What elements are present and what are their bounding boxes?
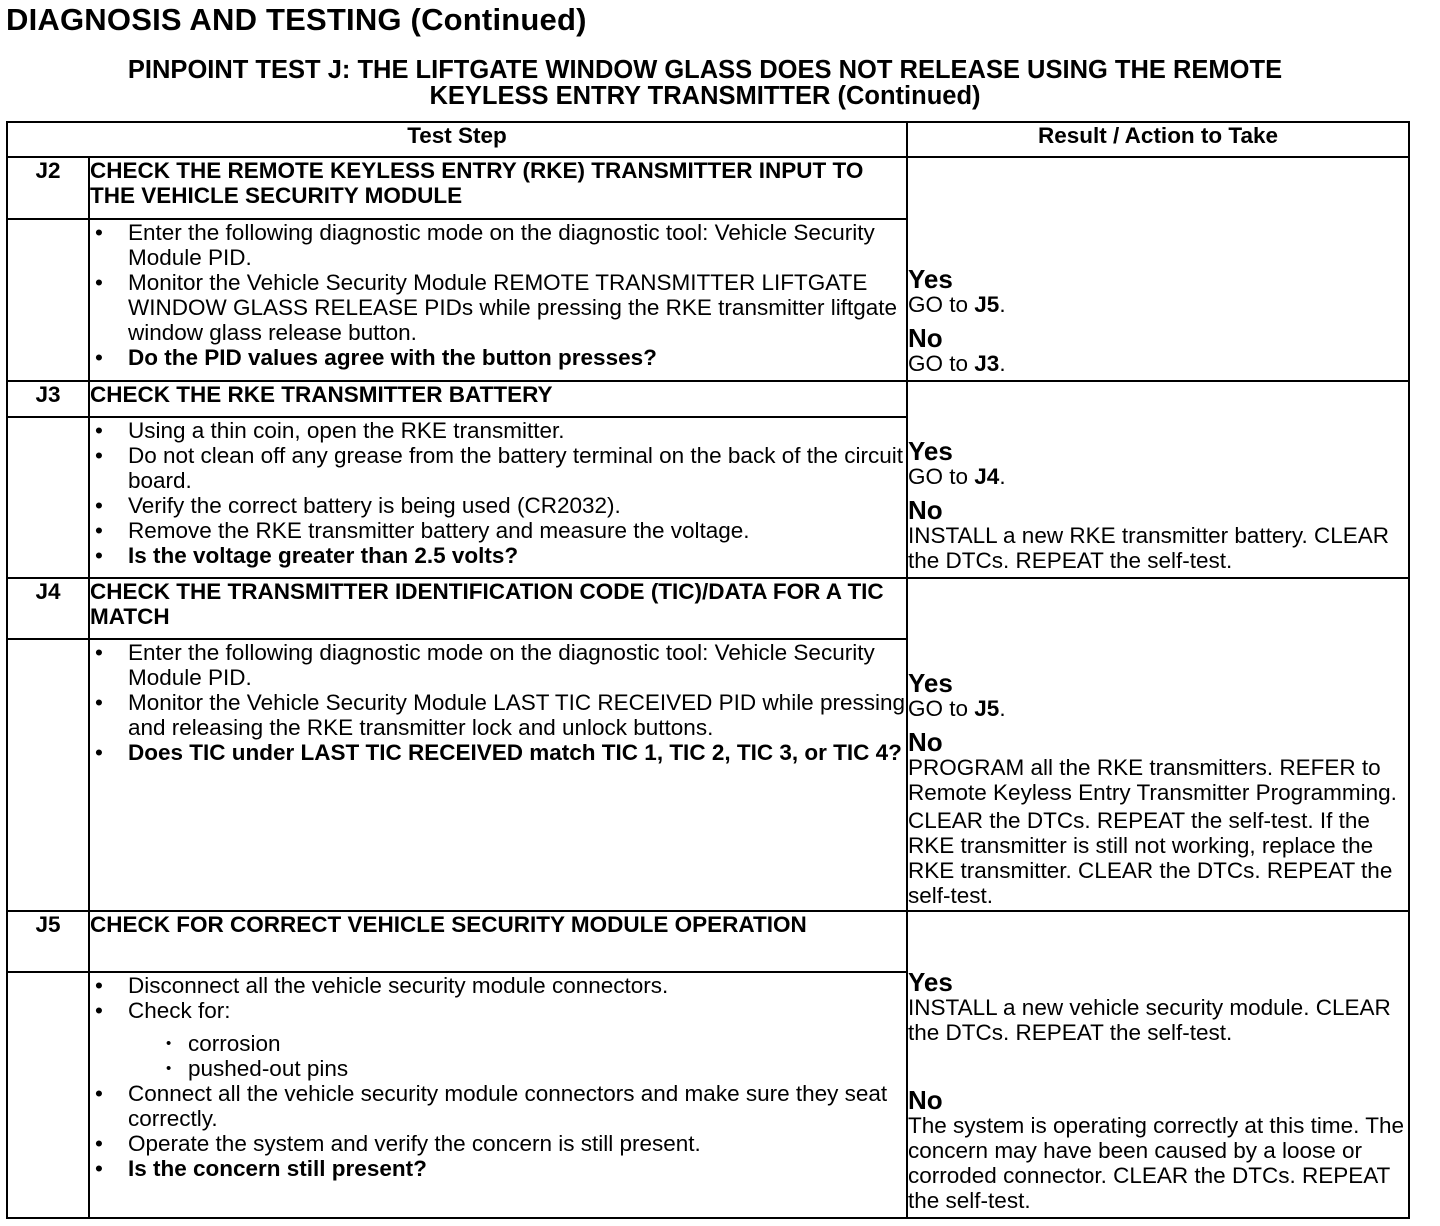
check-for-item: • corrosion <box>128 1031 906 1056</box>
yes-label: Yes <box>908 436 953 466</box>
instruction-item: • Operate the system and verify the concern is still present. <box>90 1131 906 1156</box>
no-label: No <box>908 727 943 757</box>
table-header-row <box>7 122 1409 157</box>
answer-spacer <box>908 1045 1408 1079</box>
step-instructions <box>89 972 907 1218</box>
subtitle-line-2: KEYLESS ENTRY TRANSMITTER (Continued) <box>429 82 981 110</box>
result-cell-j4 <box>907 578 1409 911</box>
yes-action-text: GO to <box>908 464 975 489</box>
step-row-j4-title <box>7 578 1409 639</box>
pinpoint-test-title <box>0 57 1410 109</box>
step-row-j2-title <box>7 157 1409 219</box>
no-action: GO to J3. <box>908 351 1006 376</box>
no-action-text: GO to <box>908 351 975 376</box>
result-cell-j5 <box>907 911 1409 1218</box>
yes-target-step: J5 <box>974 696 1000 721</box>
step-title: CHECK FOR CORRECT VEHICLE SECURITY MODULE OPERATION <box>89 911 907 972</box>
instruction-question: • Do the PID values agree with the button presses? <box>90 345 906 370</box>
pinpoint-test-table <box>6 121 1410 1219</box>
yes-action: GO to J5. <box>908 292 1006 317</box>
check-for-label: Check for: <box>128 998 231 1023</box>
column-header-test-step: Test Step <box>7 122 907 157</box>
instruction-question: • Is the voltage greater than 2.5 volts? <box>90 543 906 568</box>
instruction-item: • Monitor the Vehicle Security Module REMOTE TRANSMITTER LIFTGATE WINDOW GLASS RELEASE PIDs while pressing the RKE transmitter liftgate window glass release button. <box>90 270 906 345</box>
yes-action: GO to J4. <box>908 464 1006 489</box>
yes-action: INSTALL a new vehicle security module. CLEAR the DTCs. REPEAT the self-test. <box>908 995 1391 1045</box>
instruction-item: • Connect all the vehicle security module connectors and make sure they seat correctly. <box>90 1081 906 1131</box>
step-instructions <box>89 417 907 578</box>
instruction-item: • Using a thin coin, open the RKE transmitter. <box>90 418 906 443</box>
yes-target-step: J4 <box>974 464 1000 489</box>
instruction-item: • Disconnect all the vehicle security module connectors. <box>90 973 906 998</box>
yes-target-step: J5 <box>974 292 1000 317</box>
step-instructions <box>89 639 907 911</box>
instruction-item: • Enter the following diagnostic mode on the diagnostic tool: Vehicle Security Module PID. <box>90 640 906 690</box>
no-action: The system is operating correctly at this time. The concern may have been caused by a loose or corroded connector. CLEAR the DTCs. REPEAT the self-test. <box>908 1113 1405 1213</box>
step-id-spacer <box>7 417 89 578</box>
instruction-list <box>90 418 906 568</box>
step-title: CHECK THE REMOTE KEYLESS ENTRY (RKE) TRANSMITTER INPUT TO THE VEHICLE SECURITY MODULE <box>89 157 907 219</box>
step-title: CHECK THE RKE TRANSMITTER BATTERY <box>89 381 907 417</box>
instruction-item: • Remove the RKE transmitter battery and measure the voltage. <box>90 518 906 543</box>
instruction-item: • Do not clean off any grease from the battery terminal on the back of the circuit board. <box>90 443 906 493</box>
yes-action: GO to J5. <box>908 696 1006 721</box>
step-title: CHECK THE TRANSMITTER IDENTIFICATION CODE (TIC)/DATA FOR A TIC MATCH <box>89 578 907 639</box>
instruction-list <box>90 973 906 1181</box>
check-for-item: • pushed-out pins <box>128 1056 906 1081</box>
step-row-j5-title <box>7 911 1409 972</box>
instruction-item: • Monitor the Vehicle Security Module LAST TIC RECEIVED PID while pressing and releasing the RKE transmitter lock and unlock buttons. <box>90 690 906 740</box>
step-row-j3-title <box>7 381 1409 417</box>
step-id: J4 <box>7 578 89 639</box>
step-id-spacer <box>7 219 89 381</box>
yes-action-text: GO to <box>908 696 975 721</box>
result-cell-j2 <box>907 157 1409 381</box>
yes-label: Yes <box>908 264 953 294</box>
step-id-spacer <box>7 639 89 911</box>
subtitle-line-1: PINPOINT TEST J: THE LIFTGATE WINDOW GLASS DOES NOT RELEASE USING THE REMOTE <box>127 56 1283 84</box>
no-action: INSTALL a new RKE transmitter battery. CLEAR the DTCs. REPEAT the self-test. <box>908 523 1390 573</box>
instruction-item-check-for <box>90 998 906 1081</box>
yes-label: Yes <box>908 967 953 997</box>
instruction-list <box>90 640 906 765</box>
column-header-result: Result / Action to Take <box>907 122 1409 157</box>
step-id: J5 <box>7 911 89 972</box>
no-label: No <box>908 1085 943 1115</box>
instruction-list <box>90 220 906 370</box>
yes-action-text: GO to <box>908 292 975 317</box>
step-id: J2 <box>7 157 89 219</box>
result-cell-j3 <box>907 381 1409 578</box>
no-action: PROGRAM all the RKE transmitters. REFER to Remote Keyless Entry Transmitter Programming. <box>908 755 1397 805</box>
instruction-question: • Is the concern still present? <box>90 1156 906 1181</box>
step-instructions <box>89 219 907 381</box>
check-for-list <box>128 1031 906 1081</box>
step-id-spacer <box>7 972 89 1218</box>
instruction-item: • Enter the following diagnostic mode on the diagnostic tool: Vehicle Security Module PID. <box>90 220 906 270</box>
page-title: DIAGNOSIS AND TESTING (Continued) <box>6 2 587 37</box>
no-label: No <box>908 495 943 525</box>
no-action-continued: CLEAR the DTCs. REPEAT the self-test. If the RKE transmitter is still not working, replace the RKE transmitter. CLEAR the DTCs. REPEAT the self-test. <box>908 808 1393 908</box>
no-label: No <box>908 323 943 353</box>
step-id: J3 <box>7 381 89 417</box>
no-target-step: J3 <box>974 351 1000 376</box>
yes-label: Yes <box>908 668 953 698</box>
instruction-item: • Verify the correct battery is being used (CR2032). <box>90 493 906 518</box>
instruction-question: • Does TIC under LAST TIC RECEIVED match TIC 1, TIC 2, TIC 3, or TIC 4? <box>90 740 906 765</box>
